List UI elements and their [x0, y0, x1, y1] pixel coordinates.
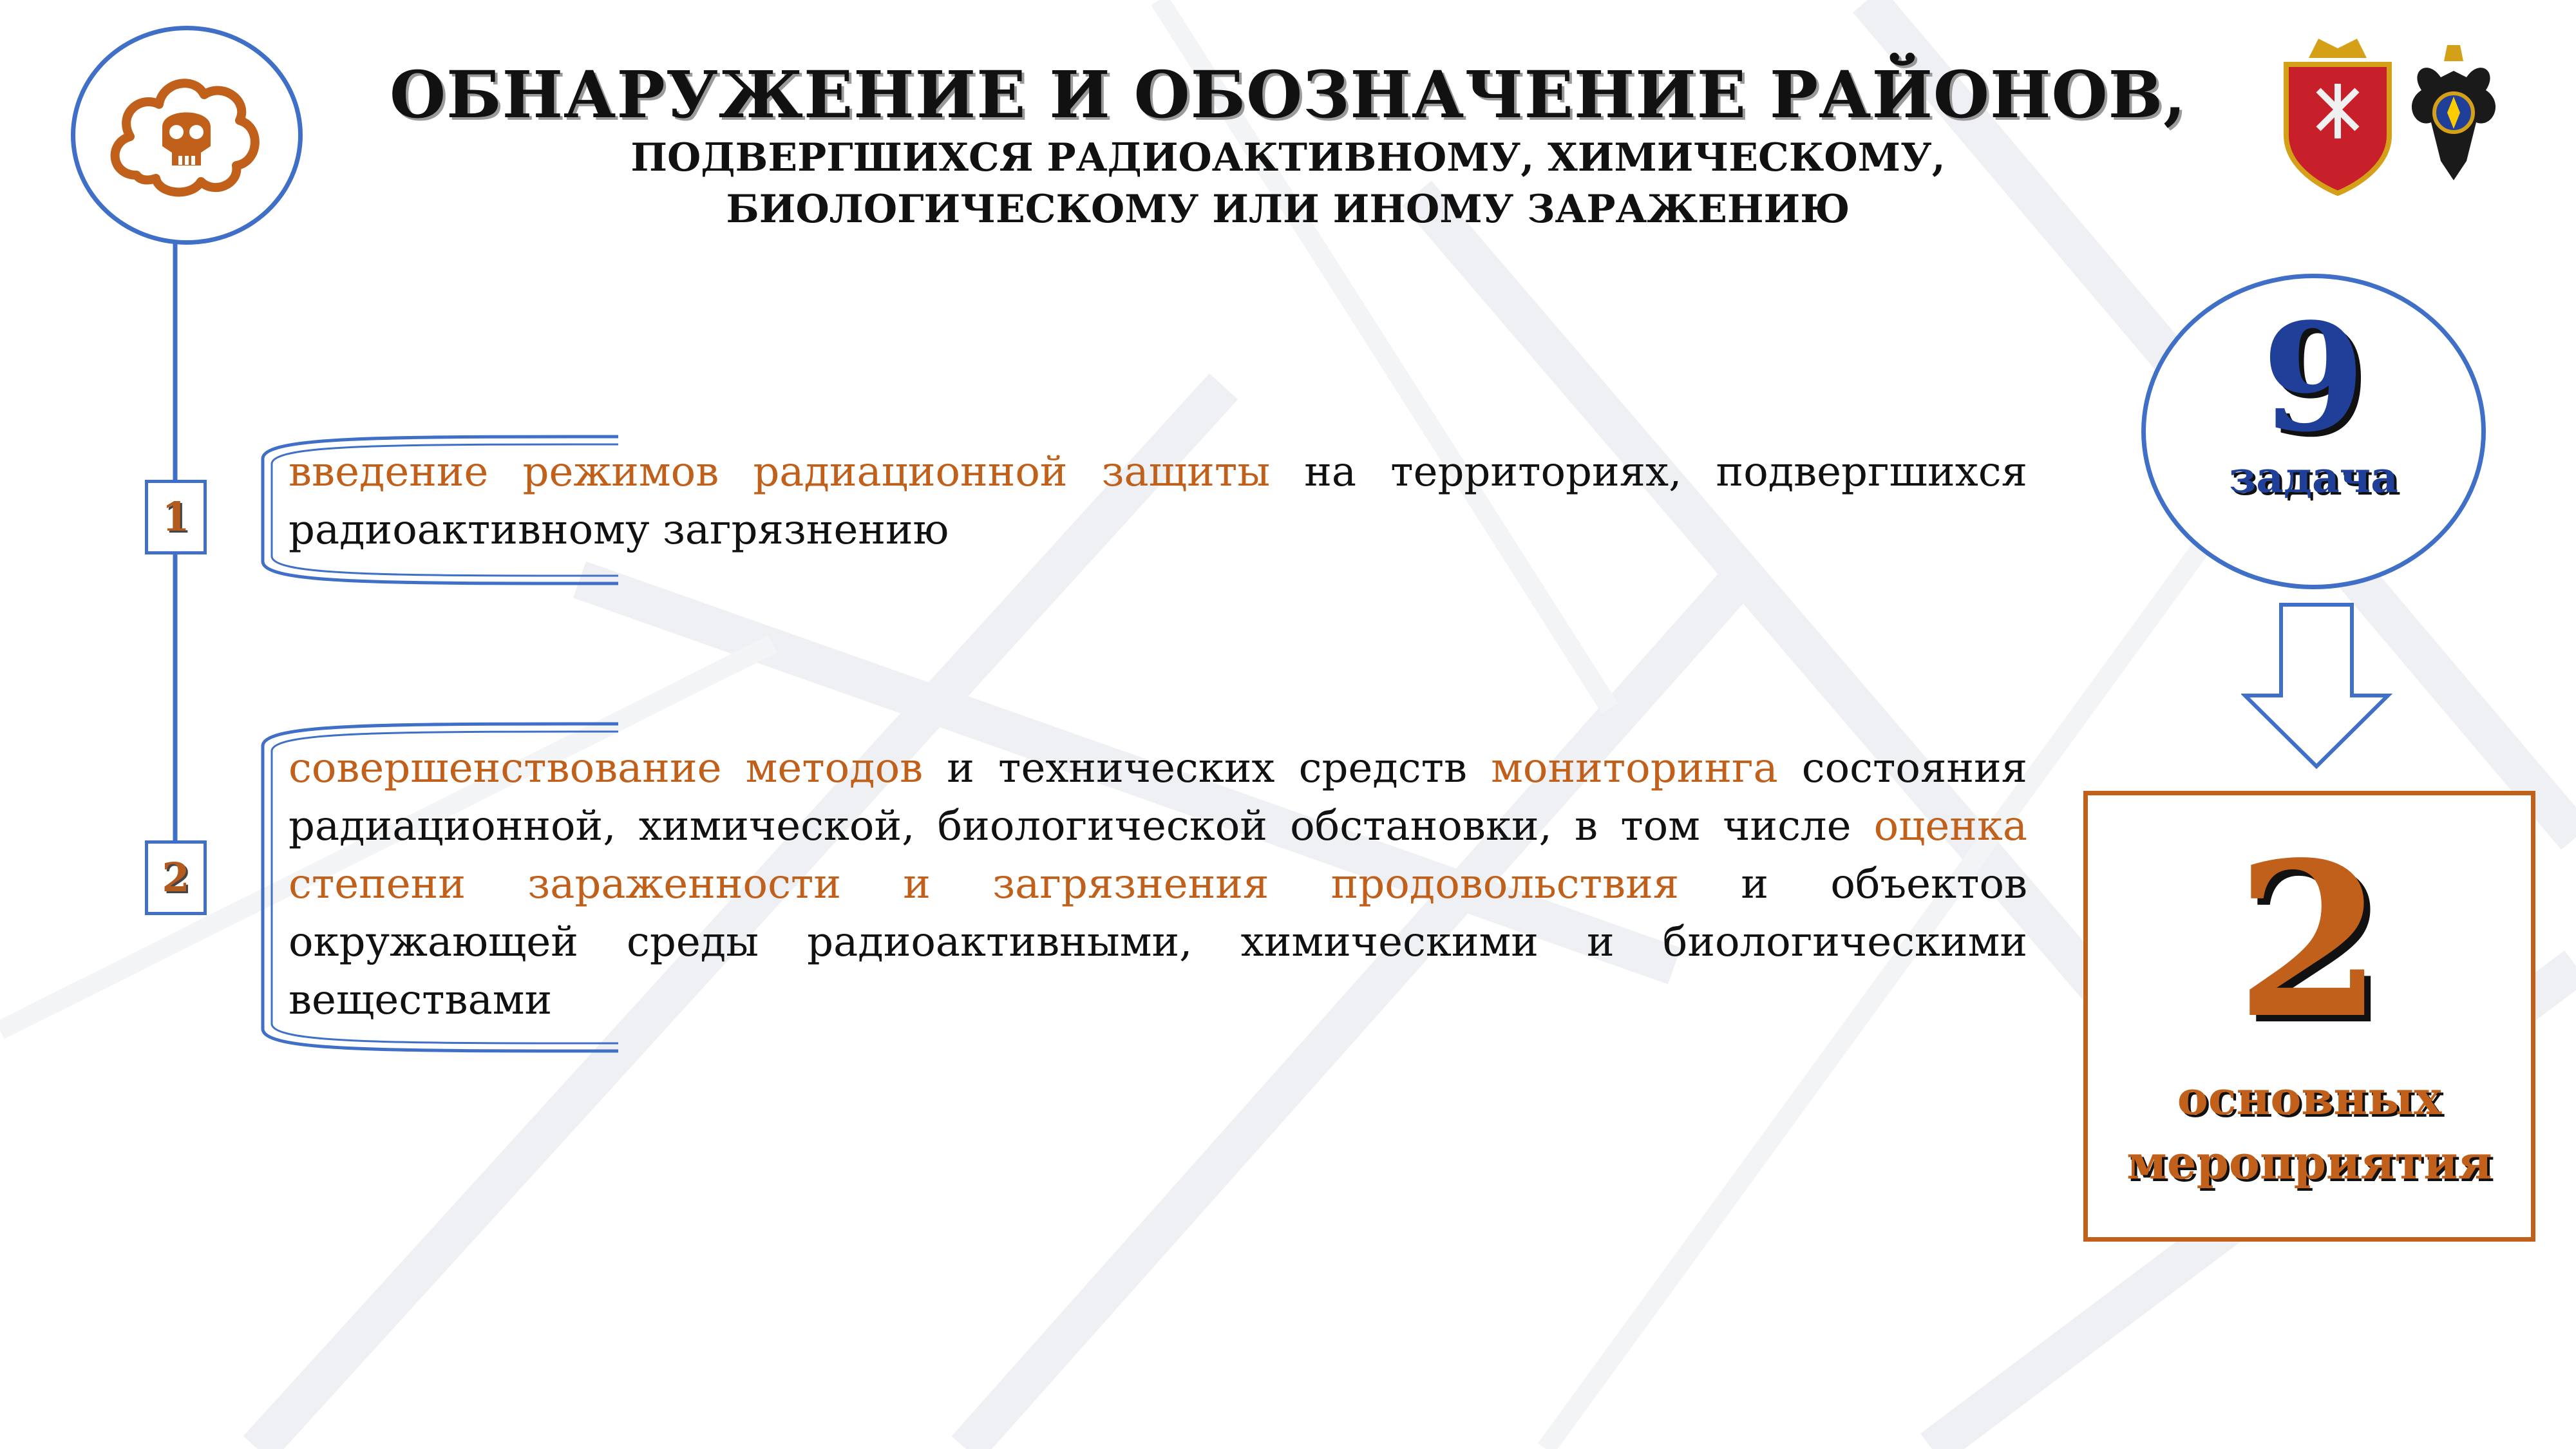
events-label-line1: основных — [2177, 1070, 2442, 1125]
item-1-number-badge: 1 — [145, 480, 207, 554]
events-count-box — [2083, 791, 2535, 1242]
item-2-text-1: и технических средств — [923, 744, 1492, 792]
tula-region-coat-of-arms — [2286, 39, 2389, 193]
emercom-eagle-emblem — [2412, 45, 2496, 180]
task-label: задача — [2229, 452, 2398, 502]
item-2-number-badge: 2 — [145, 840, 207, 915]
item-2-highlight-2: мониторинга — [1491, 744, 1778, 792]
item-1-highlight-1: введение режимов радиационной защиты — [289, 448, 1271, 496]
item-2-text-3: и объектов окружающей среды радиоактивными, химическими и биологическими веществами — [289, 860, 2027, 1024]
item-2-highlight-1: совершенствование методов — [289, 744, 923, 792]
header — [361, 58, 2215, 235]
item-2-highlight-3: оценка степени зараженности и загрязнения продовольствия — [289, 802, 2027, 908]
arrow-down-icon — [2241, 602, 2392, 770]
page-subtitle-line1: ПОДВЕРГШИХСЯ РАДИОАКТИВНОМУ, ХИМИЧЕСКОМУ, — [630, 135, 1946, 180]
events-label-line2: мероприятия — [2126, 1135, 2492, 1189]
page-subtitle-line2: БИОЛОГИЧЕСКОМУ ИЛИ ИНОМУ ЗАРАЖЕНИЮ — [726, 187, 1850, 232]
item-1-text-1: на территориях, подвергшихся радиоактивному загрязнению — [289, 448, 2027, 554]
contamination-cloud-skull-icon — [75, 30, 298, 240]
task-number-circle — [2141, 274, 2486, 589]
contamination-icon-circle — [71, 26, 303, 245]
emblems — [2273, 32, 2544, 200]
item-2-text — [289, 739, 2027, 1029]
item-1-text — [289, 443, 2027, 559]
task-number: 9 — [2262, 291, 2365, 465]
page-title: ОБНАРУЖЕНИЕ И ОБОЗНАЧЕНИЕ РАЙОНОВ, — [390, 57, 2186, 133]
item-2-text-2: состояния радиационной, химической, биологической обстановки, в том числе — [289, 744, 2028, 850]
events-number: 2 — [2235, 815, 2383, 1065]
timeline-line — [171, 243, 180, 887]
